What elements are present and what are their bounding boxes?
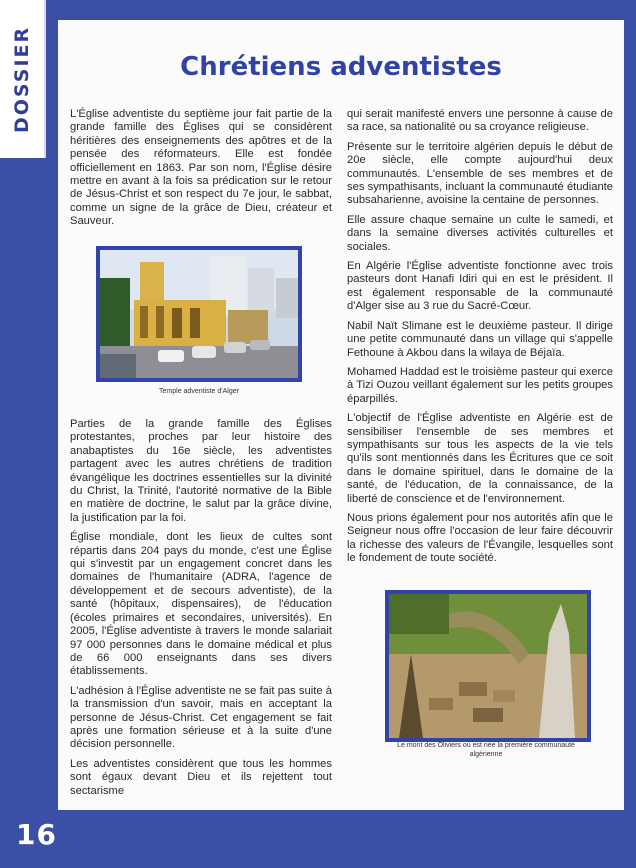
section-tab bbox=[0, 0, 46, 158]
article-title: Chrétiens adventistes bbox=[180, 52, 502, 82]
paragraph: qui serait manifesté envers une personne à cause de sa race, sa nationalité ou sa croyance religieuse. bbox=[347, 108, 613, 134]
left-column-bottom bbox=[70, 418, 332, 804]
temple-image bbox=[100, 250, 298, 378]
paragraph: L'Église adventiste du septième jour fait partie de la grande famille des Églises qui se considèrent héritières des enseignements des apôtres et de la pensée des réformateurs. Elle est fondée officiellement en 1863. Par son nom, l'Église désire mettre en avant à la fois sa prédication sur le retour de Jésus-Christ et son respect du 7e jour, le sabbat, comme un signe de la grâce de Dieu, créateur et Sauveur. bbox=[70, 108, 332, 228]
magazine-page bbox=[58, 20, 624, 810]
right-column bbox=[347, 108, 613, 572]
paragraph: Les adventistes considèrent que tous les hommes sont égaux devant Dieu et ils rejettent tout sectarisme bbox=[70, 757, 332, 797]
olives-image bbox=[389, 594, 587, 738]
olives-photo bbox=[385, 590, 591, 742]
paragraph: Nous prions également pour nos autorités afin que le Seigneur nous offre l'occasion de leur faire découvrir la richesse des valeurs de l'Évangile, lesquelles sont le fondement de toute société. bbox=[347, 511, 613, 565]
paragraph: Église mondiale, dont les lieux de cultes sont répartis dans 204 pays du monde, c'est une Église qui s'investit par un engagement concret dans les domaines de l'humanitaire (ADRA, l'agence de développement et de secours adventiste), de la santé (hôpitaux, dispensaires), de l'éducation (écoles primaires et secondaires, universités). En 2005, l'Église adventiste à travers le monde salariait 97 000 personnes dans le domaine médical et plus de 66 000 enseignants dans ses divers établissements. bbox=[70, 531, 332, 678]
left-column-top bbox=[70, 108, 332, 235]
paragraph: L'adhésion à l'Église adventiste ne se fait pas suite à la transmission d'un savoir, mais en acceptant la personne de Jésus-Christ. Cet engagement se fait après une formation sérieuse et à la suite d'une décision personnelle. bbox=[70, 684, 332, 751]
paragraph: Parties de la grande famille des Églises protestantes, proches par leur histoire des anabaptistes du 16e siècle, les adventistes partagent avec les autres chrétiens de tradition évangélique les doctrines essentielles sur la divinité du Christ, la Trinité, l'autorité normative de la Bible en matière de doctrine, le salut par la grâce divine, la justification par la foi. bbox=[70, 418, 332, 524]
paragraph: En Algérie l'Église adventiste fonctionne avec trois pasteurs dont Hanafi Idiri qui en est le président. Il est également responsable de la communauté d'Alger sise au 3 rue du Sacré-Cœur. bbox=[347, 260, 613, 313]
olives-caption: Le mont des Oliviers où est née la première communauté algérienne bbox=[397, 742, 575, 758]
paragraph: Mohamed Haddad est le troisième pasteur qui exerce à Tizi Ouzou veillant également sur les petits groupes éparpillés. bbox=[347, 365, 613, 405]
paragraph: L'objectif de l'Église adventiste en Algérie est de sensibiliser l'ensemble de ses membres et sympathisants sur tous les aspects de la vie tels qu'ils sont mentionnés dans les Écritures que ce soit dans le domaine spirituel, dans le domaine de la santé, de l'éducation, de la connaissance, de la liberté de conscience et de l'environnement. bbox=[347, 412, 613, 505]
page-number: 16 bbox=[16, 818, 57, 851]
section-label: DOSSIER bbox=[11, 25, 33, 133]
paragraph: Nabil Naït Slimane est le deuxième pasteur. Il dirige une petite communauté dans un village qui s'appelle Fethoune à Akbou dans la wilaya de Béjaïa. bbox=[347, 319, 613, 359]
temple-caption: Temple adventiste d'Alger bbox=[159, 388, 239, 395]
paragraph: Elle assure chaque semaine un culte le samedi, et dans la semaine diverses activités culturelles et sociales. bbox=[347, 213, 613, 253]
paragraph: Présente sur le territoire algérien depuis le début de 20e siècle, elle compte aujourd'hui deux communautés. L'ensemble de ses membres et de ses sympathisants, incluant la communauté étudiante subsaharienne, avoisine la centaine de personnes. bbox=[347, 140, 613, 207]
temple-photo bbox=[96, 246, 302, 382]
